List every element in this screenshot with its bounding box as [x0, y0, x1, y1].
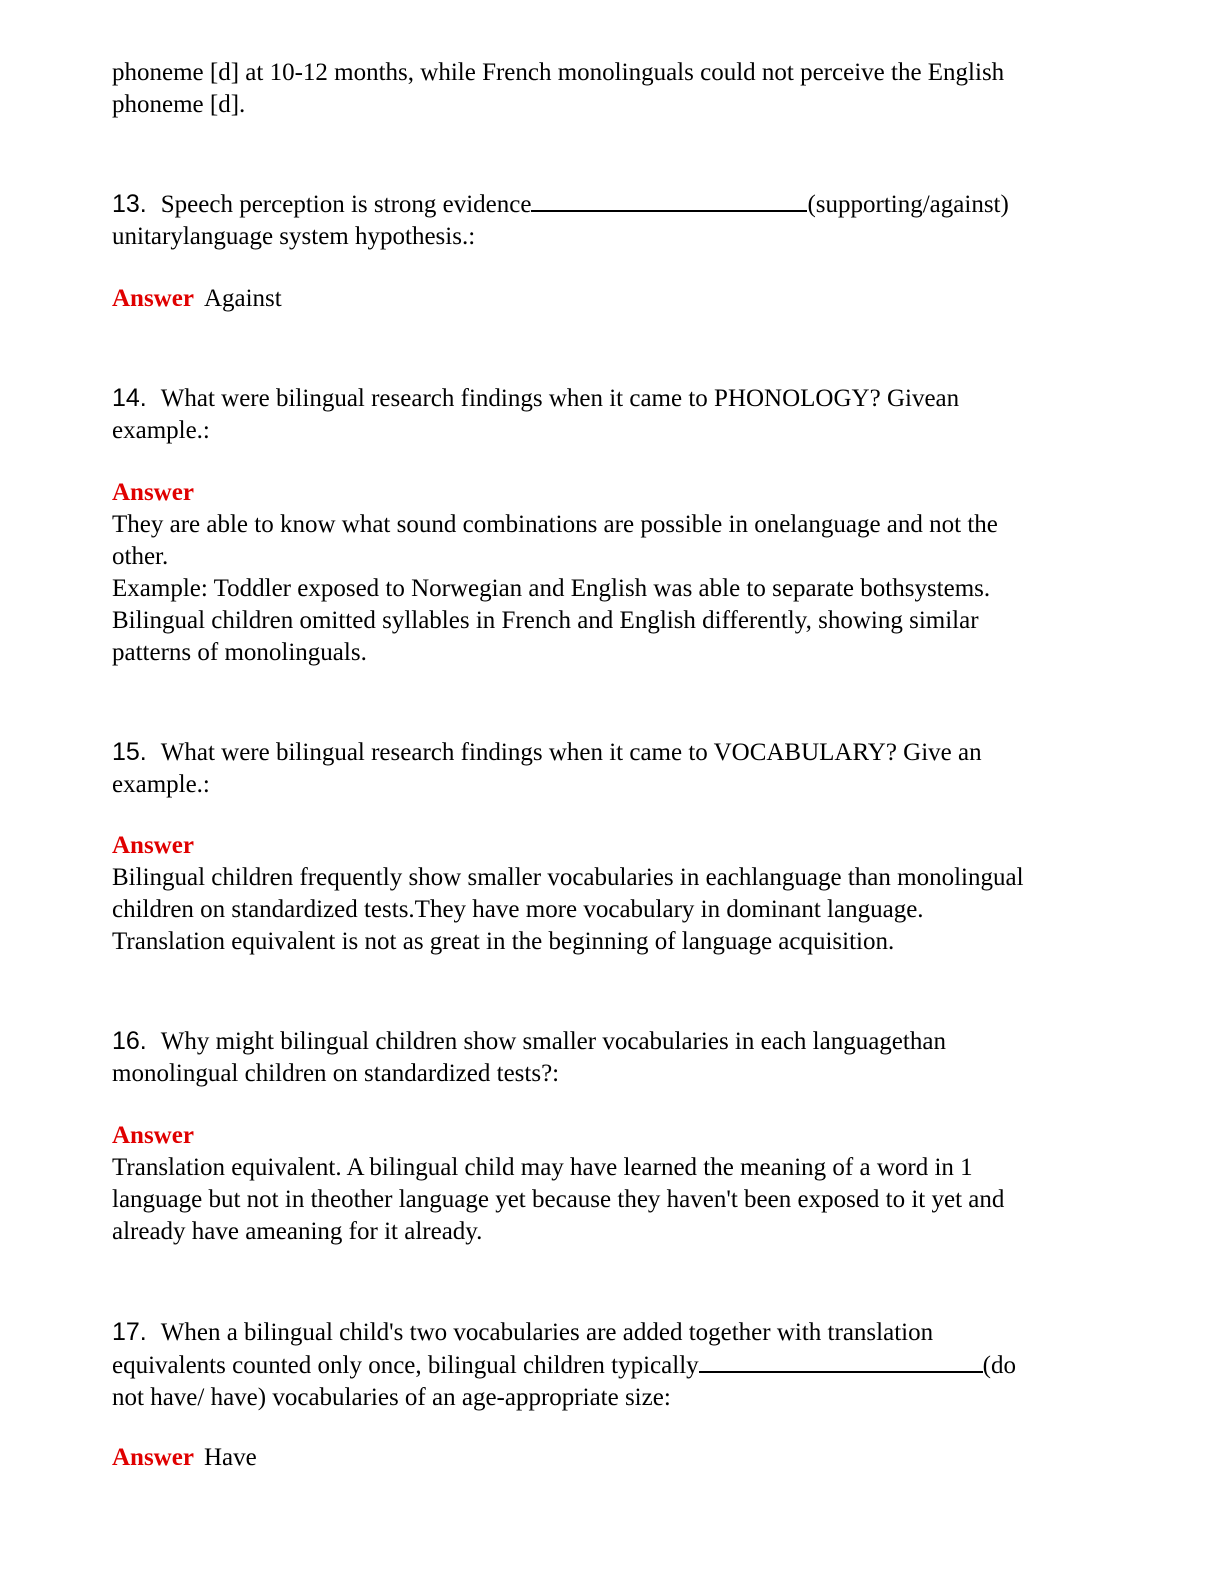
- question-text: equivalents counted only once, bilingual children typically: [112, 1352, 699, 1379]
- question-text: not have/ have) vocabularies of an age-appropriate size:: [112, 1384, 671, 1411]
- answer-blank: [531, 188, 807, 212]
- answer-line: Translation equivalent. A bilingual child may have learned the meaning of a word in 1: [112, 1154, 973, 1181]
- answer-line: children on standardized tests.They have more vocabulary in dominant language.: [112, 896, 924, 923]
- answer-13: [112, 283, 1122, 315]
- question-text: Why might bilingual children show smaller vocabularies in each languagethan: [160, 1028, 946, 1055]
- answer-line: Translation equivalent is not as great in the beginning of language acquisition.: [112, 928, 895, 955]
- question-15: [112, 736, 1122, 801]
- question-text: When a bilingual child's two vocabularies are added together with translation: [160, 1319, 934, 1346]
- answer-blank: [699, 1349, 983, 1373]
- question-text: What were bilingual research findings when it came to VOCABULARY? Give an: [160, 739, 982, 766]
- answer-label: Answer: [112, 1444, 194, 1471]
- answer-line: language but not in theother language yet because they haven't been exposed to it yet and: [112, 1186, 1005, 1213]
- question-number: 13.: [112, 190, 147, 218]
- question-text: example.:: [112, 417, 210, 444]
- question-number: 14.: [112, 384, 147, 412]
- question-text: Speech perception is strong evidence: [160, 191, 532, 218]
- answer-line: already have ameaning for it already.: [112, 1218, 483, 1245]
- question-number: 15.: [112, 738, 147, 766]
- answer-line: Bilingual children frequently show smaller vocabularies in eachlanguage than monolingual: [112, 864, 1024, 891]
- intro-line: phoneme [d].: [112, 91, 246, 118]
- question-16: [112, 1025, 1122, 1090]
- answer-15: [112, 830, 1122, 958]
- intro-paragraph: [112, 57, 1122, 121]
- question-text: example.:: [112, 771, 210, 798]
- answer-line: other.: [112, 543, 169, 570]
- answer-label: Answer: [112, 832, 194, 859]
- answer-label: Answer: [112, 1122, 194, 1149]
- answer-text: Have: [203, 1444, 257, 1471]
- intro-line: phoneme [d] at 10-12 months, while French monolinguals could not perceive the English: [112, 59, 1005, 86]
- question-text: unitarylanguage system hypothesis.:: [112, 223, 476, 250]
- question-text: (supporting/against): [807, 191, 1009, 218]
- question-14: [112, 382, 1122, 447]
- answer-14: [112, 477, 1122, 669]
- question-number: 16.: [112, 1027, 147, 1055]
- answer-label: Answer: [112, 479, 194, 506]
- answer-16: [112, 1120, 1122, 1248]
- question-13: [112, 188, 1122, 253]
- question-number: 17.: [112, 1318, 147, 1346]
- question-text: What were bilingual research findings when it came to PHONOLOGY? Givean: [160, 385, 960, 412]
- answer-text: Against: [203, 285, 282, 312]
- answer-line: Example: Toddler exposed to Norwegian and English was able to separate bothsystems.: [112, 575, 991, 602]
- answer-label: Answer: [112, 285, 194, 312]
- question-text: (do: [982, 1352, 1016, 1379]
- answer-line: patterns of monolinguals.: [112, 639, 367, 666]
- question-17: [112, 1316, 1122, 1414]
- answer-line: Bilingual children omitted syllables in French and English differently, showing similar: [112, 607, 979, 634]
- answer-line: They are able to know what sound combinations are possible in onelanguage and not the: [112, 511, 998, 538]
- question-text: monolingual children on standardized tests?:: [112, 1060, 560, 1087]
- answer-17: [112, 1442, 1122, 1474]
